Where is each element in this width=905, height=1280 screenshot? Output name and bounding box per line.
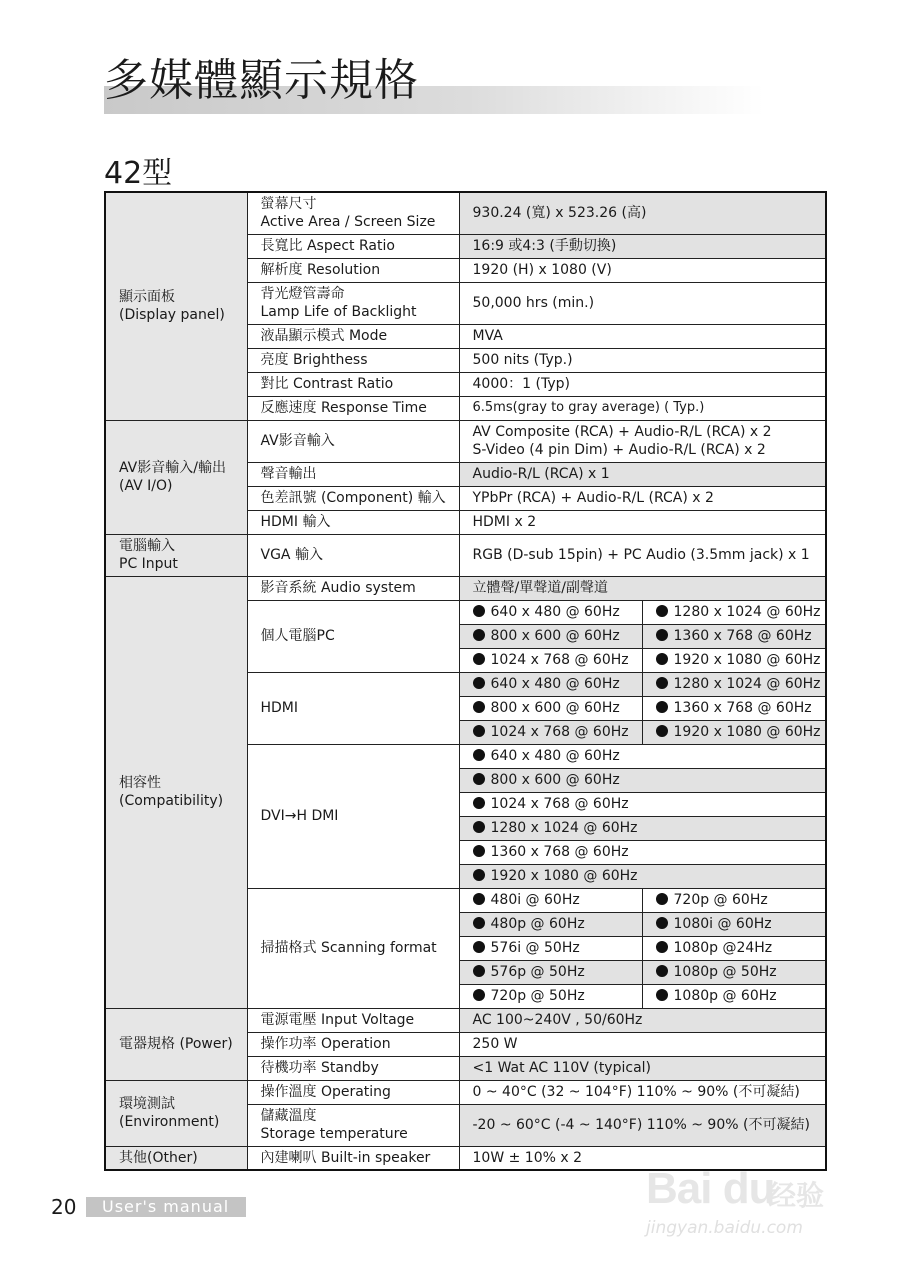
spec-value-operating-temp: 0 ~ 40°C (32 ~ 104°F) 110% ~ 90% (不可凝結) (459, 1080, 826, 1104)
category-other: 其他(Other) (105, 1146, 247, 1170)
spec-value-response-time: 6.5ms(gray to gray average) ( Typ.) (459, 396, 826, 420)
bullet-icon (656, 701, 668, 713)
bullet-icon (656, 893, 668, 905)
page-number: 20 (51, 1195, 77, 1219)
timing-cell: 480i @ 60Hz (459, 888, 642, 912)
footer-label: User's manual (86, 1197, 246, 1217)
bullet-icon (656, 989, 668, 1001)
spec-item-speaker: 內建喇叭 Built-in speaker (247, 1146, 459, 1170)
table-row (105, 192, 826, 234)
timing-cell: 1920 x 1080 @ 60Hz (642, 648, 826, 672)
timing-cell: 720p @ 50Hz (459, 984, 642, 1008)
bullet-icon (656, 605, 668, 617)
spec-item-component-input: 色差訊號 (Component) 輸入 (247, 486, 459, 510)
bullet-icon (656, 917, 668, 929)
baidu-watermark (640, 1150, 860, 1250)
table-row (105, 1080, 826, 1104)
bullet-icon (656, 725, 668, 737)
timing-cell: 800 x 600 @ 60Hz (459, 768, 826, 792)
timing-cell: 800 x 600 @ 60Hz (459, 696, 642, 720)
bullet-icon (656, 653, 668, 665)
spec-value-av-input: AV Composite (RCA) + Audio-R/L (RCA) x 2 S-Video (4 pin Dim) + Audio-R/L (RCA) x 2 (459, 420, 826, 462)
spec-item-dvi-timings: DVI→H DMI (247, 744, 459, 888)
timing-cell: 1080p @24Hz (642, 936, 826, 960)
bullet-icon (473, 725, 485, 737)
spec-value-hdmi-input: HDMI x 2 (459, 510, 826, 534)
timing-cell: 1280 x 1024 @ 60Hz (642, 600, 826, 624)
spec-value-vga-input: RGB (D-sub 15pin) + PC Audio (3.5mm jack) x 1 (459, 534, 826, 576)
spec-item-pc-timings: 個人電腦PC (247, 600, 459, 672)
table-row (105, 1008, 826, 1032)
category-display-panel: 顯示面板 (Display panel) (105, 192, 247, 420)
spec-item-audio-output: 聲音輸出 (247, 462, 459, 486)
spec-value-input-voltage: AC 100~240V , 50/60Hz (459, 1008, 826, 1032)
spec-value-speaker: 10W ± 10% x 2 (459, 1146, 826, 1170)
spec-value-screen-size: 930.24 (寬) x 523.26 (高) (459, 192, 826, 234)
bullet-icon (656, 941, 668, 953)
spec-item-av-input: AV影音輸入 (247, 420, 459, 462)
timing-cell: 1280 x 1024 @ 60Hz (642, 672, 826, 696)
category-compatibility: 相容性 (Compatibility) (105, 576, 247, 1008)
spec-item-lcd-mode: 液晶顯示模式 Mode (247, 324, 459, 348)
bullet-icon (656, 677, 668, 689)
timing-cell: 576p @ 50Hz (459, 960, 642, 984)
timing-cell: 1360 x 768 @ 60Hz (642, 696, 826, 720)
spec-item-input-voltage: 電源電壓 Input Voltage (247, 1008, 459, 1032)
bullet-icon (473, 965, 485, 977)
category-av-io: AV影音輸入/輸出 (AV I/O) (105, 420, 247, 534)
timing-cell: 1360 x 768 @ 60Hz (459, 840, 826, 864)
bullet-icon (473, 893, 485, 905)
timing-cell: 1024 x 768 @ 60Hz (459, 720, 642, 744)
timing-cell: 1280 x 1024 @ 60Hz (459, 816, 826, 840)
bullet-icon (473, 605, 485, 617)
spec-item-backlight-life: 背光燈管壽命 Lamp Life of Backlight (247, 282, 459, 324)
spec-value-backlight-life: 50,000 hrs (min.) (459, 282, 826, 324)
baidu-logo-icon: Bai du (646, 1164, 775, 1213)
spec-item-screen-size: 螢幕尺寸 Active Area / Screen Size (247, 192, 459, 234)
bullet-icon (473, 653, 485, 665)
category-pc-input: 電腦輸入 PC Input (105, 534, 247, 576)
spec-value-audio-system: 立體聲/單聲道/副聲道 (459, 576, 826, 600)
table-row (105, 576, 826, 600)
bullet-icon (473, 941, 485, 953)
category-power: 電器規格 (Power) (105, 1008, 247, 1080)
spec-item-vga-input: VGA 輸入 (247, 534, 459, 576)
spec-value-audio-output: Audio-R/L (RCA) x 1 (459, 462, 826, 486)
timing-cell: 1024 x 768 @ 60Hz (459, 648, 642, 672)
spec-item-storage-temp: 儲藏溫度 Storage temperature (247, 1104, 459, 1146)
table-row (105, 420, 826, 462)
timing-cell: 1360 x 768 @ 60Hz (642, 624, 826, 648)
spec-value-contrast: 4000：1 (Typ) (459, 372, 826, 396)
timing-cell: 1920 x 1080 @ 60Hz (642, 720, 826, 744)
spec-item-aspect-ratio: 長寬比 Aspect Ratio (247, 234, 459, 258)
spec-value-lcd-mode: MVA (459, 324, 826, 348)
spec-item-contrast: 對比 Contrast Ratio (247, 372, 459, 396)
spec-item-brightness: 亮度 Brighthess (247, 348, 459, 372)
table-row (105, 534, 826, 576)
bullet-icon (473, 869, 485, 881)
spec-item-scanning-format: 掃描格式 Scanning format (247, 888, 459, 1008)
timing-cell: 1080p @ 60Hz (642, 984, 826, 1008)
timing-cell: 720p @ 60Hz (642, 888, 826, 912)
timing-cell: 640 x 480 @ 60Hz (459, 600, 642, 624)
bullet-icon (473, 989, 485, 1001)
bullet-icon (473, 917, 485, 929)
bullet-icon (473, 773, 485, 785)
bullet-icon (473, 677, 485, 689)
spec-item-hdmi-input: HDMI 輸入 (247, 510, 459, 534)
spec-value-standby-power: <1 Wat AC 110V (typical) (459, 1056, 826, 1080)
spec-value-brightness: 500 nits (Typ.) (459, 348, 826, 372)
bullet-icon (473, 797, 485, 809)
bullet-icon (473, 749, 485, 761)
page-title: 多媒體顯示規格 (104, 55, 419, 106)
spec-value-component-input: YPbPr (RCA) + Audio-R/L (RCA) x 2 (459, 486, 826, 510)
timing-cell: 1024 x 768 @ 60Hz (459, 792, 826, 816)
bullet-icon (473, 821, 485, 833)
timing-cell: 576i @ 50Hz (459, 936, 642, 960)
bullet-icon (656, 965, 668, 977)
spec-item-standby-power: 待機功率 Standby (247, 1056, 459, 1080)
timing-cell: 1920 x 1080 @ 60Hz (459, 864, 826, 888)
bullet-icon (473, 845, 485, 857)
spec-item-operation-power: 操作功率 Operation (247, 1032, 459, 1056)
spec-item-hdmi-timings: HDMI (247, 672, 459, 744)
bullet-icon (656, 629, 668, 641)
watermark-cn: 经验 (768, 1179, 825, 1212)
timing-cell: 1080p @ 50Hz (642, 960, 826, 984)
watermark-url: jingyan.baidu.com (646, 1218, 803, 1238)
model-title: 42型 (104, 156, 173, 191)
category-environment: 環境測試 (Environment) (105, 1080, 247, 1146)
timing-cell: 800 x 600 @ 60Hz (459, 624, 642, 648)
spec-item-operating-temp: 操作溫度 Operating (247, 1080, 459, 1104)
spec-value-resolution: 1920 (H) x 1080 (V) (459, 258, 826, 282)
timing-cell: 1080i @ 60Hz (642, 912, 826, 936)
spec-table (104, 191, 827, 1171)
timing-cell: 480p @ 60Hz (459, 912, 642, 936)
timing-cell: 640 x 480 @ 60Hz (459, 744, 826, 768)
timing-cell: 640 x 480 @ 60Hz (459, 672, 642, 696)
spec-value-aspect-ratio: 16:9 或4:3 (手動切換) (459, 234, 826, 258)
bullet-icon (473, 701, 485, 713)
spec-item-response-time: 反應速度 Response Time (247, 396, 459, 420)
spec-item-audio-system: 影音系統 Audio system (247, 576, 459, 600)
spec-item-resolution: 解析度 Resolution (247, 258, 459, 282)
bullet-icon (473, 629, 485, 641)
spec-value-operation-power: 250 W (459, 1032, 826, 1056)
spec-value-storage-temp: -20 ~ 60°C (-4 ~ 140°F) 110% ~ 90% (不可凝結) (459, 1104, 826, 1146)
